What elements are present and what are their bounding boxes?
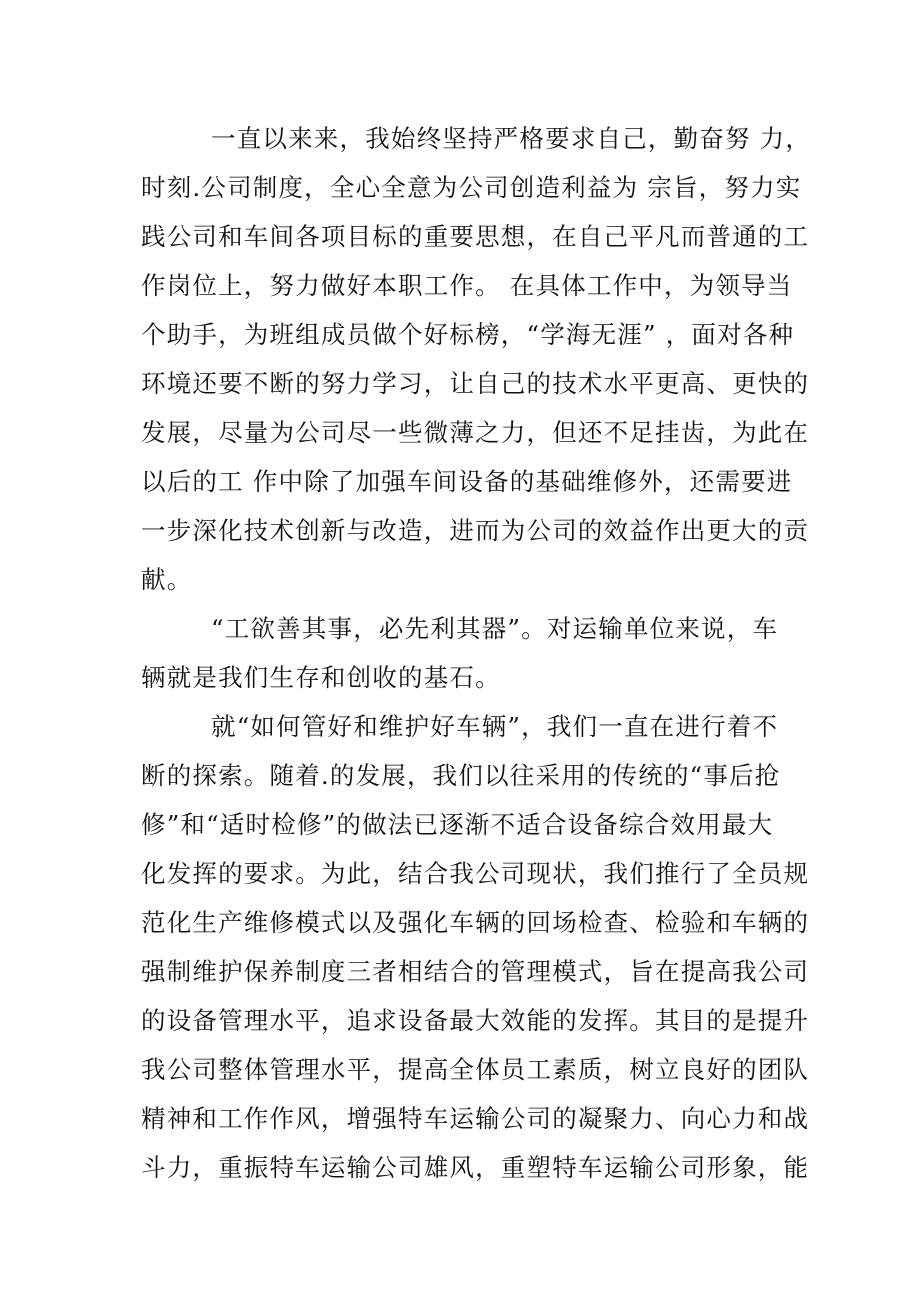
paragraph-line: 范化生产维修模式以及强化车辆的回场检查、检验和车辆的 [141,908,810,937]
paragraph-line: 环境还要不断的努力学习，让自己的技术水平更高、更快的 [141,369,810,398]
paragraph-line: 强制维护保养制度三者相结合的管理模式，旨在提高我公司 [141,957,810,986]
paragraph-line: 就“如何管好和维护好车辆”，我们一直在进行着不 [211,712,779,741]
paragraph-line: 一步深化技术创新与改造，进而为公司的效益作出更大的贡 [141,516,810,545]
paragraph-line: 化发挥的要求。为此，结合我公司现状，我们推行了全员规 [141,859,810,888]
paragraph-line: 个助手，为班组成员做个好标榜，“学海无涯” ，面对各种 [141,320,795,349]
paragraph-line: 辆就是我们生存和创收的基石。 [141,663,501,692]
paragraph-3 [141,702,810,1192]
paragraph-1 [141,114,812,604]
paragraph-line: 修”和“适时检修”的做法已逐渐不适合设备综合效用最大 [141,810,774,839]
paragraph-line: 断的探索。随着.的发展，我们以往采用的传统的“事后抢 [141,761,781,790]
paragraph-line: “工欲善其事，必先利其器”。对运输单位来说，车 [211,614,779,643]
paragraph-line: 践公司和车间各项目标的重要思想，在自己平凡而普通的工 [141,222,810,251]
paragraph-line: 精神和工作作风，增强特车运输公司的凝聚力、向心力和战 [141,1104,810,1133]
paragraph-line: 发展，尽量为公司尽一些微薄之力，但还不足挂齿，为此在 [141,418,810,447]
paragraph-line: 的设备管理水平，追求设备最大效能的发挥。其目的是提升 [141,1006,810,1035]
document-body [141,114,812,1192]
paragraph-line: 作岗位上，努力做好本职工作。 在具体工作中，为领导当 [141,271,793,300]
paragraph-line: 时刻.公司制度，全心全意为公司创造利益为 宗旨，努力实 [141,173,802,202]
paragraph-line: 一直以来来，我始终坚持严格要求自己，勤奋努 力， [211,124,812,153]
paragraph-line: 献。 [141,565,193,594]
paragraph-line: 以后的工 作中除了加强车间设备的基础维修外，还需要进 [141,467,793,496]
paragraph-2 [141,604,805,702]
paragraph-line: 斗力，重振特车运输公司雄风，重塑特车运输公司形象，能 [141,1153,810,1182]
paragraph-line: 我公司整体管理水平，提高全体员工素质，树立良好的团队 [141,1055,810,1084]
